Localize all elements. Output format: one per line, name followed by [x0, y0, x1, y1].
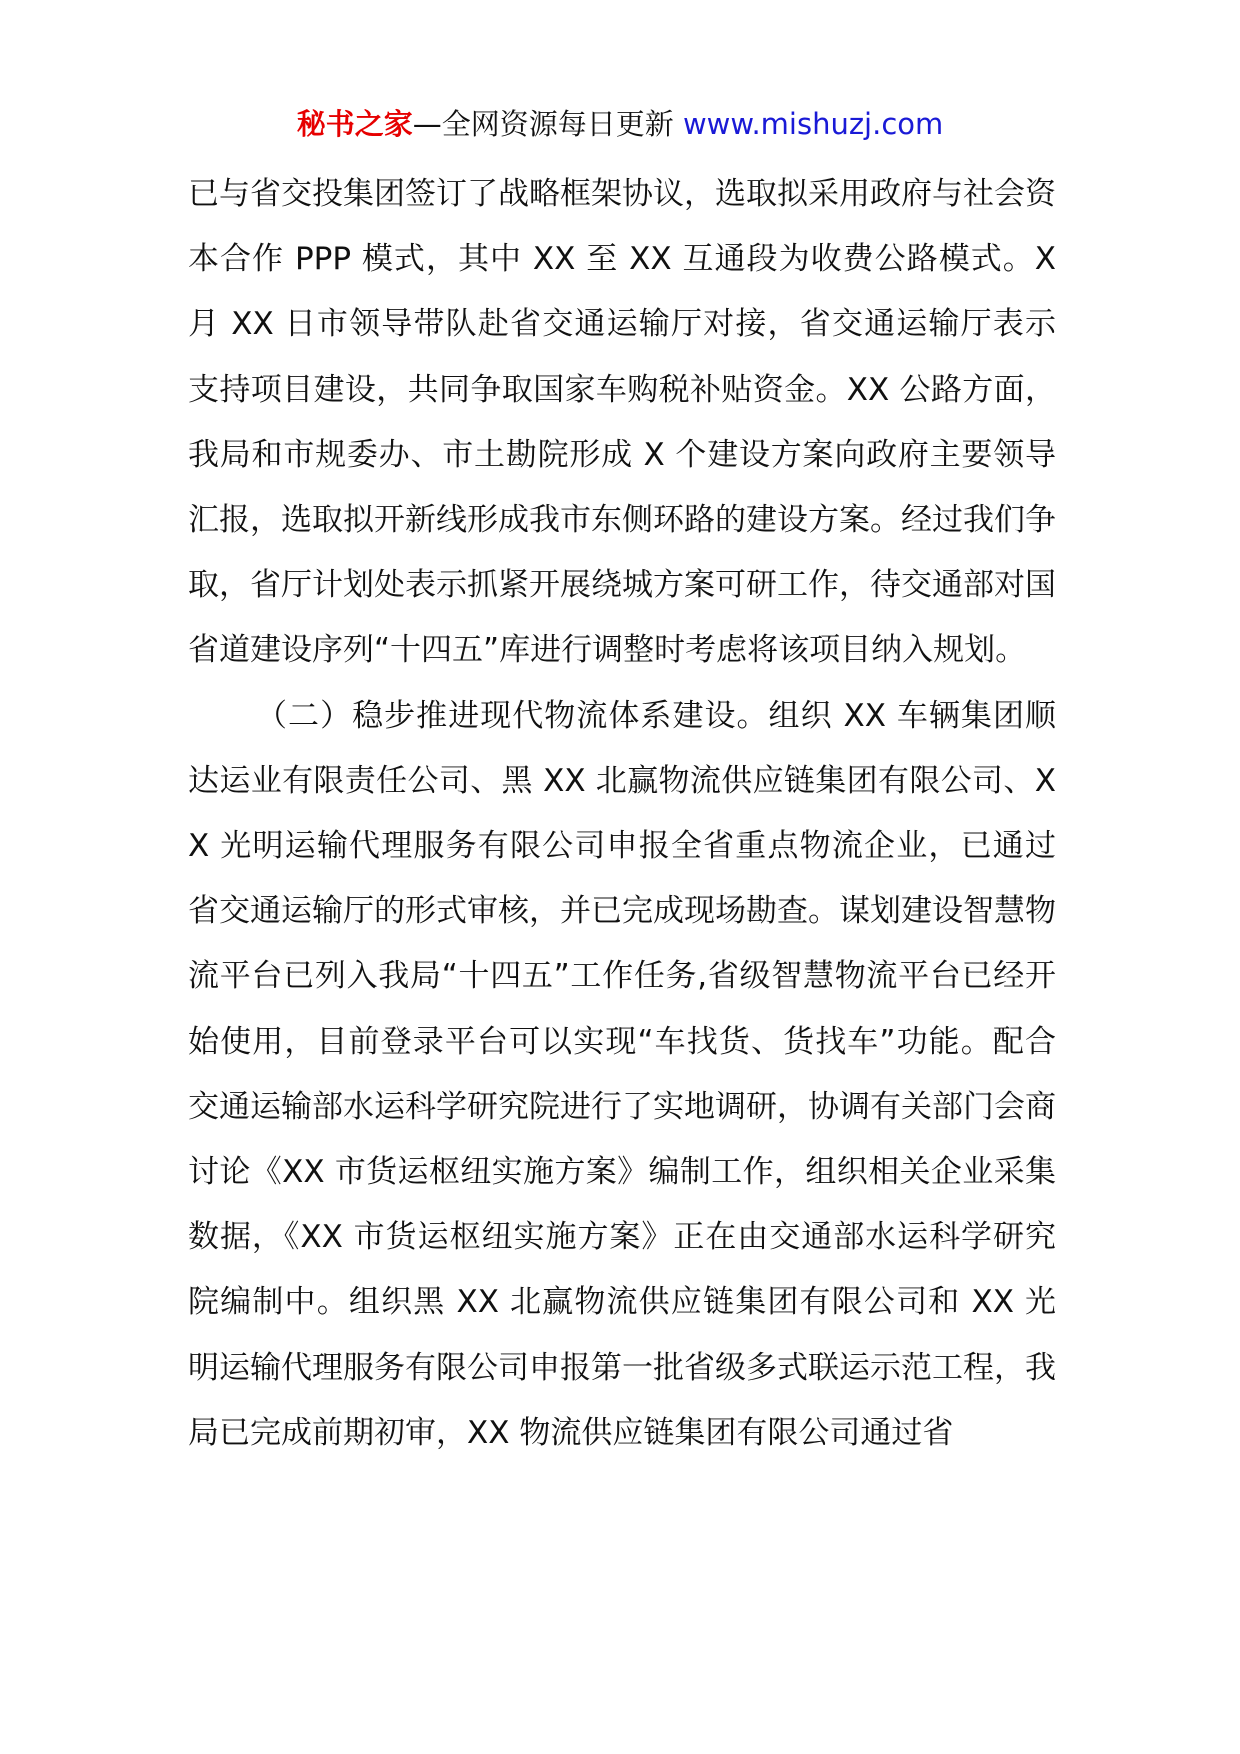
page-header [0, 100, 1240, 148]
paragraph-logistics: （二）稳步推进现代物流体系建设。组织 XX 车辆集团顺达运业有限责任公司、黑 XX 北赢物流供应链集团有限公司、XX 光明运输代理服务有限公司申报全省重点物流企业，已通过省交通运输厅的形式审核，并已完成现场勘查。谋划建设智慧物流平台已列入我局“十四五”工作任务,省级智慧物流平台已经开始使用，目前登录平台可以实现“车找货、货找车”功能。配合交通运输部水运科学研究院进行了实地调研，协调有关部门会商讨论《XX 市货运枢纽实施方案》编制工作，组织相关企业采集数据，《XX 市货运枢纽实施方案》正在由交通部水运科学研究院编制中。组织黑 XX 北赢物流供应链集团有限公司和 XX 光明运输代理服务有限公司申报第一批省级多式联运示范工程，我局已完成前期初审，XX 物流供应链集团有限公司通过省 [188, 697, 1056, 1451]
paragraph-continuation: 已与省交投集团签订了战略框架协议，选取拟采用政府与社会资本合作 PPP 模式，其中 XX 至 XX 互通段为收费公路模式。X 月 XX 日市领导带队赴省交通运输厅对接，省交通运输厅表示支持项目建设，共同争取国家车购税补贴资金。XX 公路方面，我局和市规委办、市土勘院形成 X 个建设方案向政府主要领导汇报，选取拟开新线形成我市东侧环路的建设方案。经过我们争取，省厅计划处表示抓紧开展绕城方案可研工作，待交通部对国省道建设序列“十四五”库进行调整时考虑将该项目纳入规划。 [188, 176, 1056, 669]
document-body [188, 162, 1056, 1466]
brand-name: 秘书之家 [296, 107, 413, 141]
site-url-link[interactable]: www.mishuzj.com [682, 107, 944, 141]
header-tagline: —全网资源每日更新 [412, 107, 674, 141]
